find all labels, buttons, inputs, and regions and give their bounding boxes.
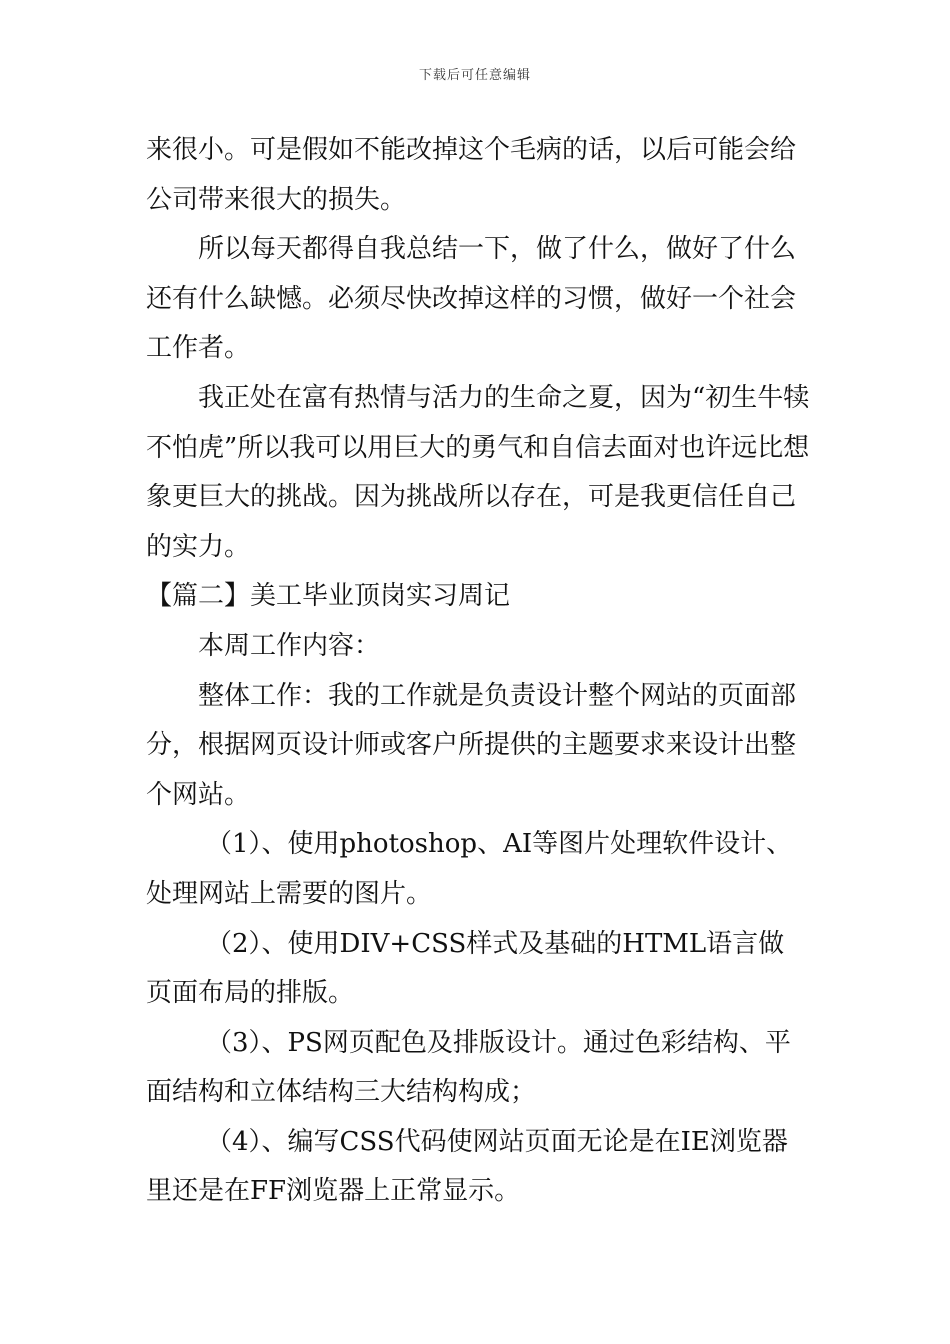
paragraph-overall-work: 整体工作：我的工作就是负责设计整个网站的页面部分，根据网页设计师或客户所提供的主题要求来设计出整个网站。 — [146, 680, 797, 810]
page-header: 下载后可任意编辑 — [418, 68, 531, 83]
paragraph-self-summary: 所以每天都得自我总结一下，做了什么，做好了什么还有什么缺憾。必须尽快改掉这样的习惯，做好一个社会工作者。 — [146, 234, 797, 364]
list-item-3: （3）、PS网页配色及排版设计。通过色彩结构、平面结构和立体结构三大结构构成； — [146, 1027, 791, 1108]
list-item-4: （4）、编写CSS代码使网站页面无论是在IE浏览器里还是在FF浏览器上正常显示。 — [146, 1126, 788, 1207]
section-heading: 【篇二】美工毕业顶岗实习周记 — [146, 581, 511, 612]
list-item-1: （1）、使用photoshop、AI等图片处理软件设计、处理网站上需要的图片。 — [146, 829, 793, 909]
paragraph-work-content-label: 本周工作内容： — [198, 630, 381, 661]
list-item-2: （2）、使用DIV+CSS样式及基础的HTML语言做页面布局的排版。 — [146, 928, 785, 1009]
paragraph-summer-of-life: 我正处在富有热情与活力的生命之夏，因为“初生牛犊不怕虎”所以我可以用巨大的勇气和自信去面对也许远比想象更巨大的挑战。因为挑战所以存在，可是我更信任自己的实力。 — [146, 382, 810, 562]
paragraph-continuation: 来很小。可是假如不能改掉这个毛病的话，以后可能会给公司带来很大的损失。 — [146, 135, 797, 215]
document-body — [146, 126, 810, 1217]
